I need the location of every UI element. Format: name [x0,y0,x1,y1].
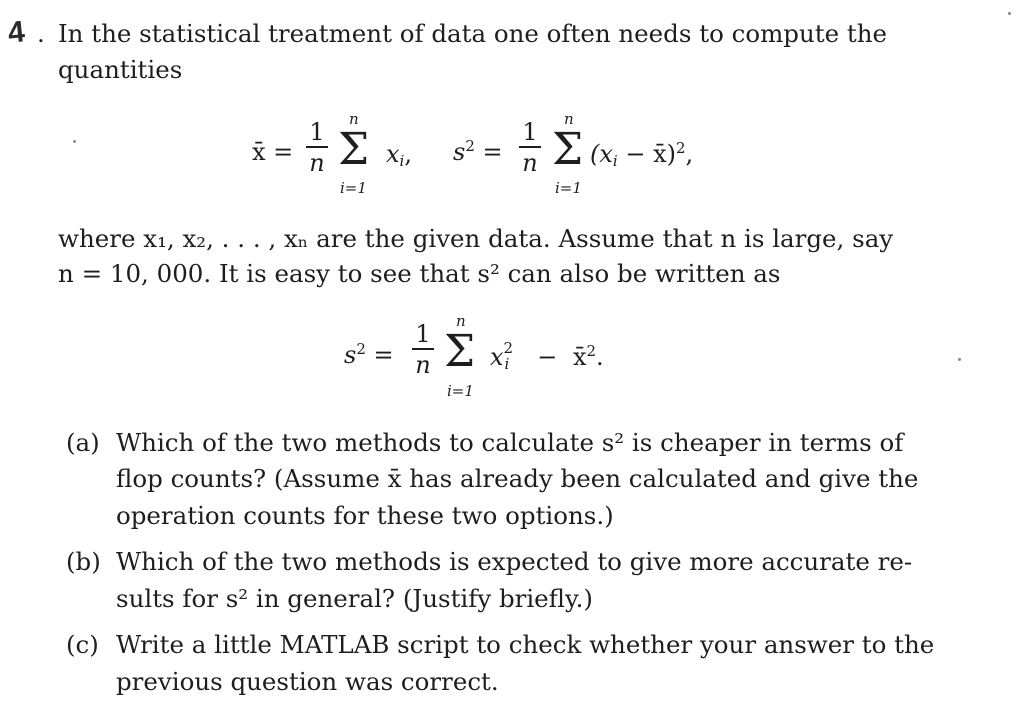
part-a-line-3: operation counts for these two options.) [116,501,614,530]
eq1-frac2-bar [519,146,541,148]
eq1-sum1-bottom: i=1 [340,179,367,197]
part-b-line-2: sults for s² in general? (Justify briefly.) [116,584,593,613]
eq1-frac2-num: 1 [522,118,538,146]
eq2-lhs: $s^2$ = [344,340,394,369]
eq1-sum2-bottom: i=1 [555,179,582,197]
eq1-frac1-den: n [309,148,325,177]
middle-line-1: where x₁, x₂, . . . , xₙ are the given data. Assume that n is large, say [58,224,894,253]
eq1-fraction-2 [519,120,541,175]
eq1-sigma-1: Σ [338,124,370,175]
eq2-frac-den: n [415,350,431,379]
eq1-mean-body: $x_i$, [386,140,412,170]
scan-speck [73,140,76,143]
intro-line-1: In the statistical treatment of data one often needs to compute the [58,19,888,48]
part-a-line-1: Which of the two methods to calculate s² is cheaper in terms of [116,428,904,457]
eq2-frac-bar [412,348,434,350]
eq2-sum-bottom: i=1 [447,382,474,400]
eq1-sum1-top: n [349,110,359,128]
middle-line-2: n = 10, 000. It is easy to see that s² can also be written as [58,259,781,288]
eq1-var-body: ($x_i$ − x̄)$^2$, [590,139,694,170]
eq1-frac2-den: n [522,148,538,177]
number-dot: . [37,19,45,48]
eq1-mean-lhs: x̄ = [252,138,294,166]
part-c-label: (c) [66,630,99,659]
eq1-var-lhs: $s^2$ = [453,137,503,166]
eq1-fraction-1 [306,120,328,175]
eq1-sigma-2: Σ [552,124,584,175]
part-a-line-2: flop counts? (Assume x̄ has already been calculated and give the [116,464,919,493]
eq2-frac-num: 1 [415,320,431,348]
scan-speck [1008,12,1011,15]
eq1-sum2-top: n [564,110,574,128]
eq2-fraction [412,322,434,377]
eq1-frac1-bar [306,146,328,148]
eq1-frac1-num: 1 [309,118,325,146]
part-a-label: (a) [66,428,100,457]
eq2-sum-top: n [456,312,466,330]
eq2-sigma: Σ [444,326,476,377]
problem-number: 4 [6,15,27,50]
part-b-line-1: Which of the two methods is expected to give more accurate re- [116,547,913,576]
scan-speck [958,358,961,361]
part-c-line-2: previous question was correct. [116,667,499,696]
part-c-line-1: Write a little MATLAB script to check whether your answer to the [116,630,935,659]
intro-line-2: quantities [58,55,183,84]
part-b-label: (b) [66,547,101,576]
eq2-body: x 2 i − x̄$^2$. [490,339,604,373]
